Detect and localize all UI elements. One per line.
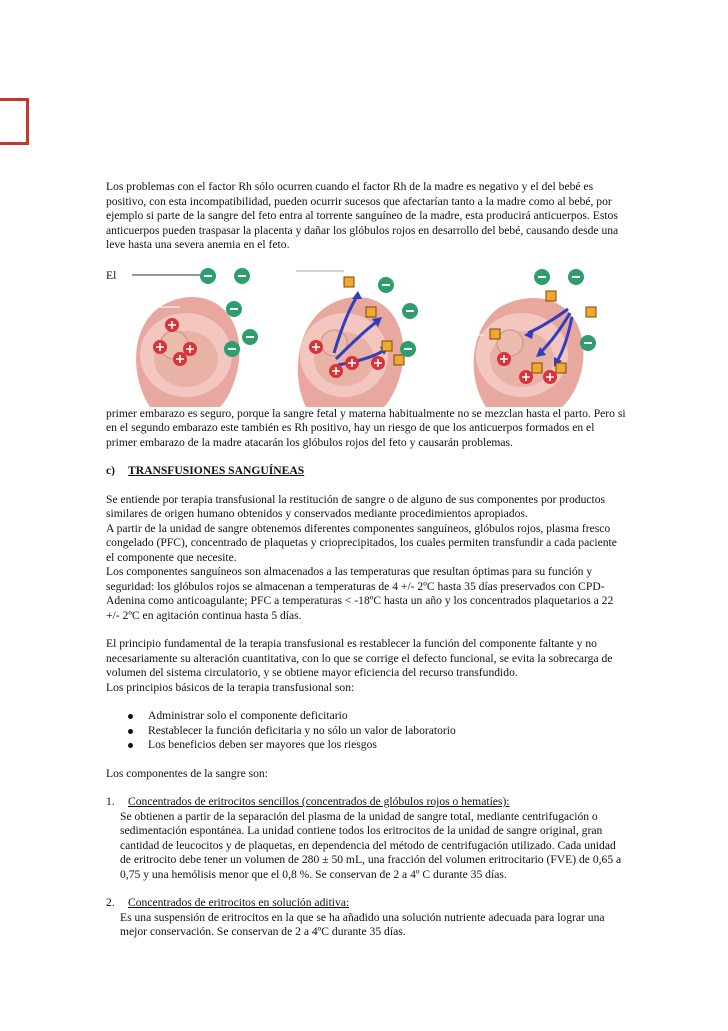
definition-paragraph: Se entiende por terapia transfusional la restitución de sangre o de alguno de sus componentes por productos similares de origen humano obtenidos y conservados mediante procedimientos apropiados. bbox=[106, 492, 606, 520]
item-title: Concentrados de eritrocitos sencillos (concentrados de glóbulos rojos o hematíes): bbox=[128, 795, 510, 808]
page-corner-mark bbox=[0, 98, 29, 145]
item-body: Es una suspensión de eritrocitos en la que se ha añadido una solución nutriente adecuada para lograr una mejor conservación. Se conservan de 2 a 4ºC durante 35 días. bbox=[120, 910, 605, 938]
section-title: TRANSFUSIONES SANGUÍNEAS bbox=[128, 464, 305, 477]
section-heading bbox=[106, 464, 626, 479]
item-number: 1. bbox=[106, 795, 115, 808]
principles-list bbox=[106, 709, 626, 753]
principles-intro: Los principios básicos de la terapia transfusional son: bbox=[106, 680, 355, 694]
item-body: Se obtienen a partir de la separación del plasma de la unidad de sangre total, mediante centrifugación o sedimentación espontánea. La unidad contiene todos los eritrocitos de la unidad de sangre original, gran cantidad de leucocitos y de plaquetas, en dependencia del método de centrifugación utilizado. Cada unidad de eritrocito debe tener un volumen de 280 ± 50 mL, una fracción del volumen eritrocitario (FVE) de 0,65 a 0,75 y una hemólisis menor que el 0,8 %. Se conservan de 2 a 4º C durante 35 días. bbox=[120, 809, 622, 881]
list-item: Los beneficios deben ser mayores que los riesgos bbox=[106, 738, 626, 753]
components-paragraph: A partir de la unidad de sangre obtenemos diferentes componentes sanguíneos, glóbulos rojos, plasma fresco congelado (PFC), concentrado de plaquetas y crioprecipitados, los cuales permiten transfundir a cada paciente el componente que necesite. bbox=[106, 521, 617, 564]
section-label: c) bbox=[106, 464, 116, 477]
intro-paragraph: Los problemas con el factor Rh sólo ocurren cuando el factor Rh de la madre es negativo y el del bebé es positivo, con esta incompatibilidad, pueden ocurrir sucesos que afectarían tanto a la madre como al bebé, por ejemplo si parte de la sangre del feto entra al torrente sanguíneo de la madre, esta producirá anticuerpos. Estos anticuerpos pueden traspasar la placenta y dañar los glóbulos rojos en desarrollo del bebé, causando desde una leve hasta una severa anemia en el feto. bbox=[106, 180, 619, 251]
illustration-lead-word: El bbox=[106, 268, 117, 282]
rh-illustration-row bbox=[106, 267, 626, 407]
item-number: 2. bbox=[106, 896, 115, 909]
list-item: Restablecer la función deficitaria y no sólo un valor de laboratorio bbox=[106, 724, 626, 739]
illustration-first-pregnancy bbox=[120, 267, 265, 407]
component-item-2 bbox=[106, 896, 626, 940]
document-content bbox=[106, 180, 626, 954]
item-title: Concentrados de eritrocitos en solución aditiva: bbox=[128, 896, 350, 909]
list-item: Administrar solo el componente deficitario bbox=[106, 709, 626, 724]
illustration-antibody-formation bbox=[286, 267, 426, 407]
components-intro: Los componentes de la sangre son: bbox=[106, 766, 268, 780]
illustration-second-pregnancy-attack bbox=[456, 267, 606, 407]
principle-paragraph: El principio fundamental de la terapia transfusional es restablecer la función del componente faltante y no necesariamente su alteración cuantitativa, con lo que se corrige el defecto funcional, se evita la sobrecarga de volumen del sistema circulatorio, y se obtiene mayor eficiencia del recurso transfundido. bbox=[106, 637, 613, 679]
component-item-1 bbox=[106, 795, 626, 882]
storage-paragraph: Los componentes sanguíneos son almacenados a las temperaturas que resultan óptimas para su función y seguridad: los glóbulos rojos se almacenan a temperaturas de 4 +/- 2ºC hasta 35 días preservados con CPD-Adenina como anticoagulante; PFC a temperaturas < -18ºC hasta un año y los concentrados plaquetarios a 22 +/- 2ºC en agitación continua hasta 5 días. bbox=[106, 565, 614, 622]
after-illustration-paragraph: primer embarazo es seguro, porque la sangre fetal y materna habitualmente no se mezclan hasta el parto. Pero si en el segundo embarazo este también es Rh positivo, hay un riesgo de que los anticuerpos formados en el primer embarazo de la madre atacarán los glóbulos rojos del feto y causarán problemas. bbox=[106, 406, 626, 449]
